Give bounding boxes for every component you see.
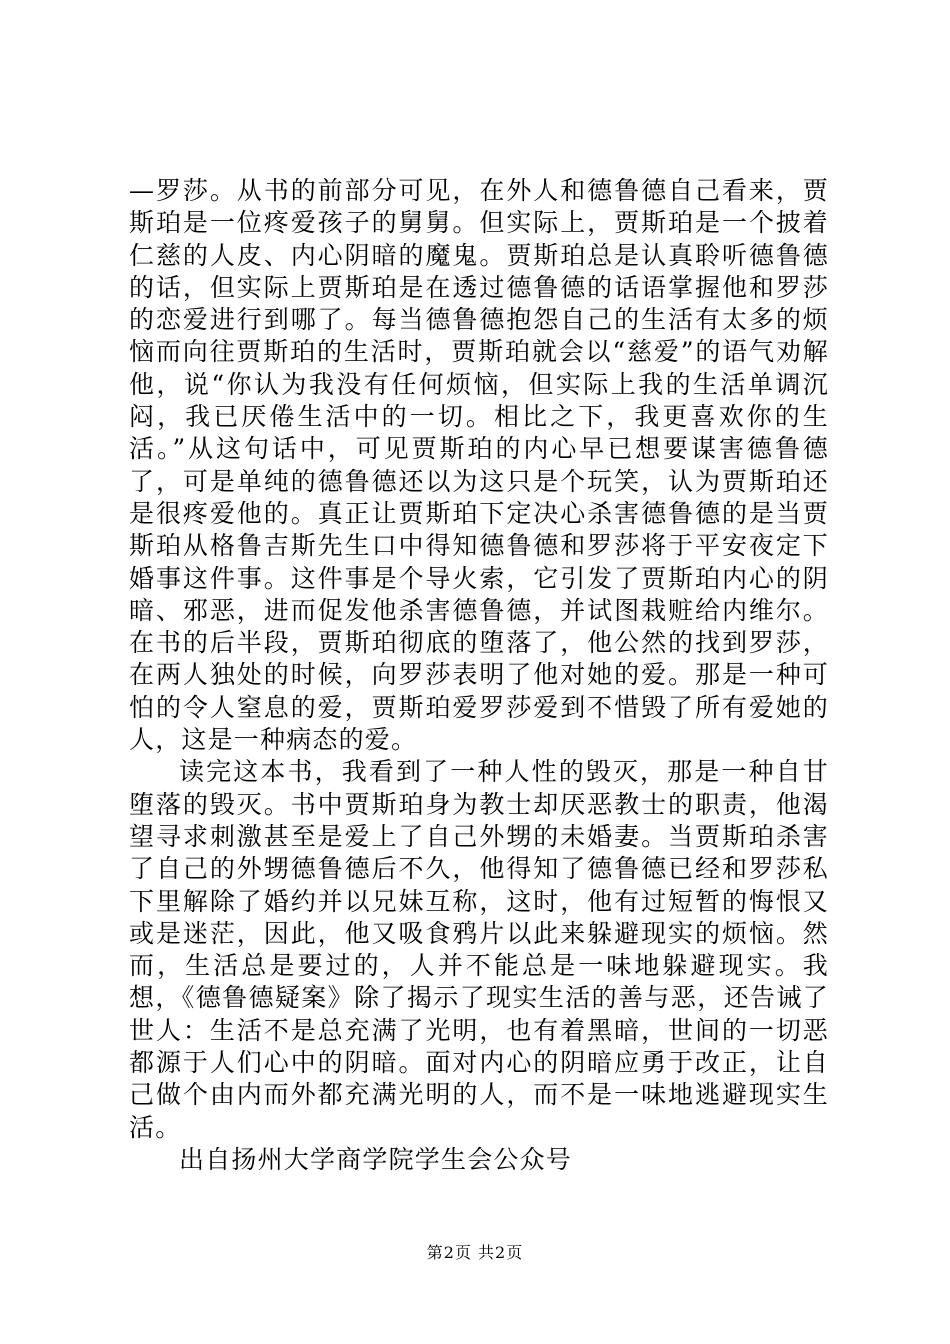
paragraph-source: 出自扬州大学商学院学生会公众号 xyxy=(179,1144,573,1174)
page-number-footer: 第2页 共2页 xyxy=(426,1243,524,1262)
paragraph-reflection: 读完这本书，我看到了一种人性的毁灭，那是一种自甘堕落的毁灭。书中贾斯珀身为教士却厌恶教士的职责，他渴望寻求刺激甚至是爱上了自己外甥的未婚妻。当贾斯珀杀害了自己的外甥德鲁德后不久，他得知了德鲁德已经和罗莎私下里解除了婚约并以兄妹互称，这时，他有过短暂的悔恨又或是迷茫，因此，他又吸食鸦片以此来躲避现实的烦恼。然而，生活总是要过的，人并不能总是一味地躲避现实。我想，《德鲁德疑案》除了揭示了现实生活的善与恶，还告诫了世人：生活不是总充满了光明，也有着黑暗，世间的一切恶都源于人们心中的阴暗。面对内心的阴暗应勇于改正，让自己做个由内而外都充满光明的人，而不是一味地逃避现实生活。 xyxy=(129,757,829,1142)
document-body xyxy=(129,175,829,1176)
paragraph-continued: —罗莎。从书的前部分可见，在外人和德鲁德自己看来，贾斯珀是一位疼爱孩子的舅舅。但实际上，贾斯珀是一个披着仁慈的人皮、内心阴暗的魔鬼。贾斯珀总是认真聆听德鲁德的话，但实际上贾斯珀是在透过德鲁德的话语掌握他和罗莎的恋爱进行到哪了。每当德鲁德抱怨自己的生活有太多的烦恼而向往贾斯珀的生活时，贾斯珀就会以“慈爱”的语气劝解他，说“你认为我没有任何烦恼，但实际上我的生活单调沉闷，我已厌倦生活中的一切。相比之下，我更喜欢你的生活。”从这句话中，可见贾斯珀的内心早已想要谋害德鲁德了，可是单纯的德鲁德还以为这只是个玩笑，认为贾斯珀还是很疼爱他的。真正让贾斯珀下定决心杀害德鲁德的是当贾斯珀从格鲁吉斯先生口中得知德鲁德和罗莎将于平安夜定下婚事这件事。这件事是个导火索，它引发了贾斯珀内心的阴暗、邪恶，进而促发他杀害德鲁德，并试图栽赃给内维尔。在书的后半段，贾斯珀彻底的堕落了，他公然的找到罗莎，在两人独处的时候，向罗莎表明了他对她的爱。那是一种可怕的令人窒息的爱，贾斯珀爱罗莎爱到不惜毁了所有爱她的人，这是一种病态的爱。 xyxy=(129,176,829,755)
